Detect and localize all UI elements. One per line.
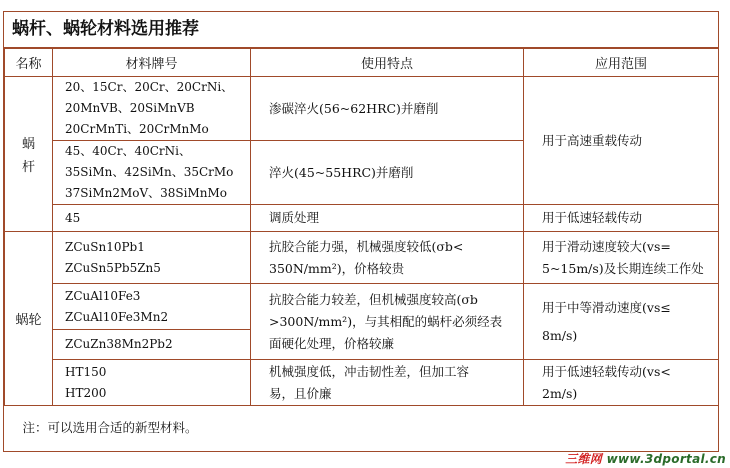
application-cell bbox=[524, 284, 719, 360]
worm-name-1: 蜗 bbox=[21, 137, 35, 152]
table-row bbox=[5, 284, 719, 330]
use-line: 机械强度低，冲击韧性差，但加工容 bbox=[269, 363, 470, 379]
table-frame bbox=[3, 11, 719, 452]
watermark-url: www.3dportal.cn bbox=[606, 452, 726, 466]
application-line: 用于低速轻载传动(vs< bbox=[542, 363, 671, 379]
material-cell bbox=[53, 77, 251, 141]
use-cell bbox=[251, 360, 524, 406]
material-line: 37SiMn2MoV、38SiMnMo bbox=[65, 186, 228, 200]
material-cell bbox=[53, 284, 251, 330]
material-line: 20CrMnTi、20CrMnMo bbox=[65, 122, 209, 136]
use-cell: 调质处理 bbox=[251, 205, 524, 232]
material-line: HT200 bbox=[65, 385, 107, 400]
use-line: 350N/mm²)，价格较贵 bbox=[269, 260, 405, 276]
material-cell bbox=[53, 232, 251, 284]
note-text: 注：可以选用合适的新型材料。 bbox=[5, 406, 719, 449]
use-line: >300N/mm²)，与其相配的蜗杆必须经表 bbox=[269, 313, 503, 329]
use-cell bbox=[251, 232, 524, 284]
table-row bbox=[5, 205, 719, 232]
material-cell bbox=[53, 360, 251, 406]
material-line: HT150 bbox=[65, 364, 107, 379]
application-line: 用于滑动速度较大(vs= bbox=[542, 238, 671, 254]
page-title: 蜗杆、蜗轮材料选用推荐 bbox=[4, 12, 718, 48]
header-material: 材料牌号 bbox=[53, 49, 251, 77]
application-line: 8m/s) bbox=[542, 327, 578, 343]
table-row bbox=[5, 77, 719, 141]
material-line: 20、15Cr、20Cr、20CrNi、 bbox=[65, 80, 234, 94]
material-line: 35SiMn、42SiMn、35CrMo bbox=[65, 165, 234, 179]
material-line: ZCuSn5Pb5Zn5 bbox=[65, 260, 161, 275]
application-cell bbox=[524, 360, 719, 406]
use-cell: 淬火(45~55HRC)并磨削 bbox=[251, 141, 524, 205]
use-line: 抗胶合能力较差，但机械强度较高(σb bbox=[269, 291, 478, 307]
material-line: 20MnVB、20SiMnVB bbox=[65, 101, 195, 115]
header-name: 名称 bbox=[5, 49, 53, 77]
use-cell: 渗碳淬火(56~62HRC)并磨削 bbox=[251, 77, 524, 141]
application-cell: 用于低速轻载传动 bbox=[524, 205, 719, 232]
application-cell bbox=[524, 232, 719, 284]
header-application: 应用范围 bbox=[524, 49, 719, 77]
watermark bbox=[565, 450, 726, 467]
material-cell: ZCuZn38Mn2Pb2 bbox=[53, 330, 251, 360]
use-line: 抗胶合能力强，机械强度较低(σb< bbox=[269, 238, 464, 254]
use-line: 易，且价廉 bbox=[269, 385, 332, 401]
application-line: 2m/s) bbox=[542, 385, 578, 401]
use-line: 面硬化处理，价格较廉 bbox=[269, 335, 395, 351]
worm-name-2: 杆 bbox=[21, 160, 35, 175]
use-cell bbox=[251, 284, 524, 360]
material-line: ZCuAl10Fe3 bbox=[65, 288, 141, 303]
watermark-cn: 三维网 bbox=[565, 452, 603, 466]
header-row bbox=[5, 49, 719, 77]
header-use: 使用特点 bbox=[251, 49, 524, 77]
table-row bbox=[5, 360, 719, 406]
material-cell: 45 bbox=[53, 205, 251, 232]
material-line: ZCuAl10Fe3Mn2 bbox=[65, 309, 169, 324]
gear-name-cell: 蜗轮 bbox=[5, 232, 53, 406]
application-line: 5~15m/s)及长期连续工作处 bbox=[542, 260, 704, 276]
application-cell: 用于高速重载传动 bbox=[524, 77, 719, 205]
table-row bbox=[5, 232, 719, 284]
material-cell bbox=[53, 141, 251, 205]
note-row bbox=[5, 406, 719, 449]
application-line: 用于中等滑动速度(vs≤ bbox=[542, 299, 671, 315]
worm-name-cell bbox=[5, 77, 53, 232]
material-line: ZCuSn10Pb1 bbox=[65, 239, 145, 254]
material-line: 45、40Cr、40CrNi、 bbox=[65, 144, 191, 158]
material-table bbox=[4, 48, 719, 448]
